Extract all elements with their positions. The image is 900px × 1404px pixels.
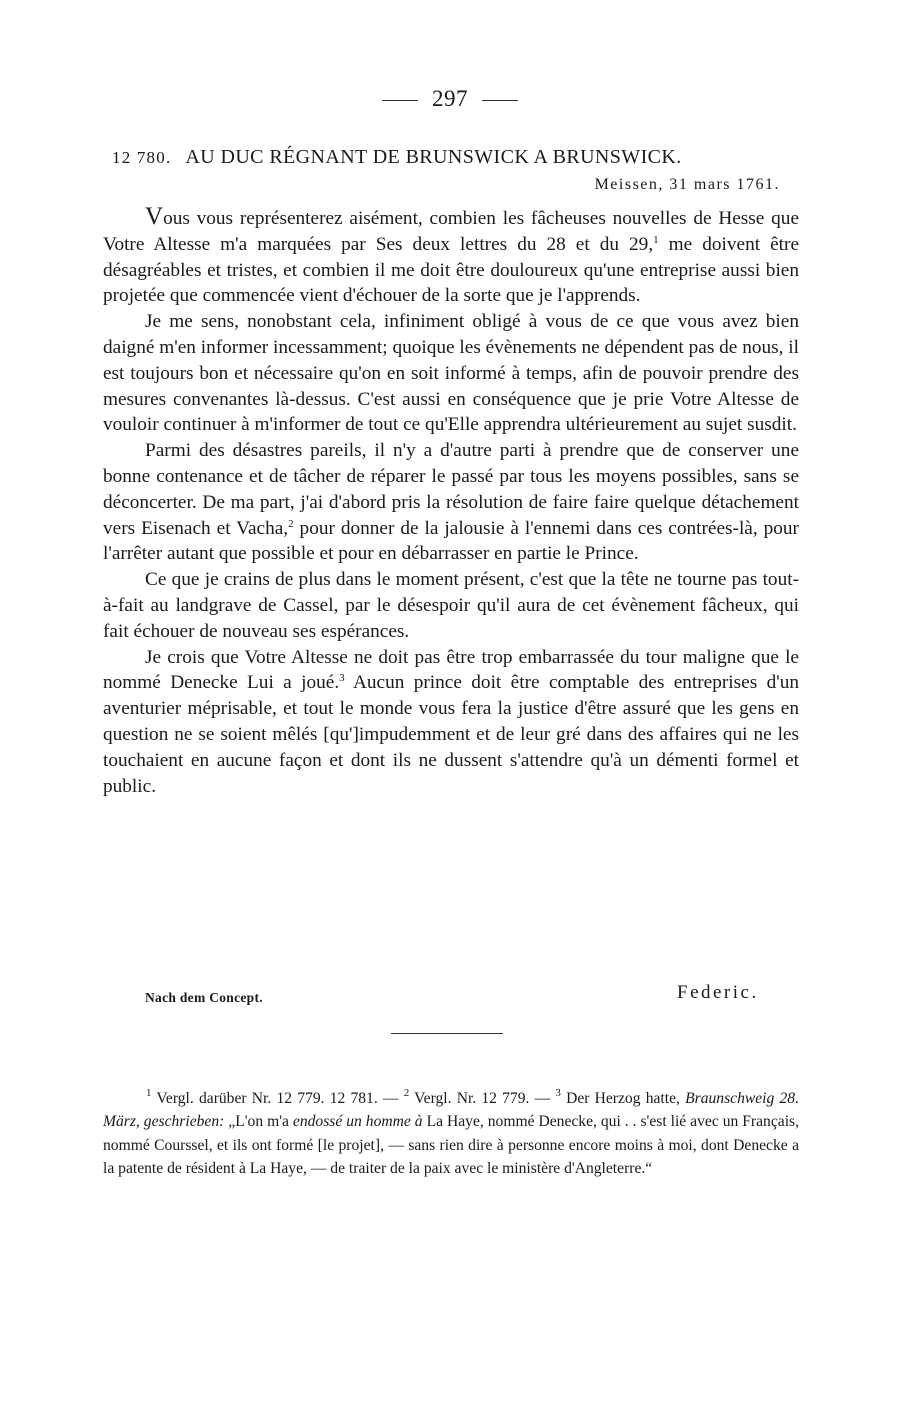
signature: Federic. <box>677 982 759 1003</box>
paragraph-5-text: Je crois que Votre Altesse ne doit pas être trop embarrassée du tour maligne que le nommé Denecke Lui a joué. <box>103 646 799 694</box>
paragraph-1-text: ous vous représenterez aisément, combien les fâcheuses nouvelles de Hesse que Votre Altesse m'a marquées par Ses deux lettres du 28 et du 29, <box>103 208 799 255</box>
letter-number: 12 780. <box>112 148 172 167</box>
paragraph-1 <box>103 204 799 309</box>
footnote-separator <box>391 1033 503 1034</box>
letter-heading <box>112 146 812 169</box>
footnote-ref-1: 1 <box>653 233 659 246</box>
footnote-block <box>103 1087 799 1180</box>
page-number-dash-left <box>382 100 418 101</box>
dateline: Meissen, 31 mars 1761. <box>594 176 780 193</box>
paragraph-3 <box>103 438 799 567</box>
paragraph-3-text: Parmi des désastres pareils, il n'y a d'autre parti à prendre que de conserver une bonne contenance et de tâcher de réparer le passé par tous les moyens possibles, sans se déconcerter. De ma part, j'ai d'abord pris la résolution de faire faire quelque détachement vers Eisenach et Vacha, <box>103 440 799 539</box>
letter-title: AU DUC RÉGNANT DE BRUNSWICK A BRUNSWICK. <box>185 146 682 168</box>
paragraph-3-text-cont: pour donner de la jalousie à l'ennemi dans ces contrées-là, pour l'arrêter autant que possible et pour en débarrasser en partie le Prince. <box>103 517 799 565</box>
footnote-2-mark: 2 <box>403 1087 410 1099</box>
footnote-2-text: Vergl. Nr. 12 779. — <box>409 1090 556 1107</box>
initial-letter: V <box>145 203 164 230</box>
page-number <box>0 86 900 112</box>
letter-body <box>103 204 799 799</box>
paragraph-1-text-cont: me doivent être désagréables et tristes, et combien il me doit être douloureux qu'une entreprise aussi bien projetée que commencée vient d'échouer de la sorte que je l'apprends. <box>103 233 800 307</box>
footnote-3-text: Der Herzog hatte, <box>560 1090 686 1107</box>
paragraph-2: Je me sens, nonobstant cela, infiniment obligé à vous de ce que vous avez bien daigné m'en informer incessamment; quoique les évènements ne dépendent pas de nous, il est toujours bon et nécessaire qu'on en soit informé à temps, afin de pouvoir prendre des mesures convenantes là-dessus. C'est aussi en conséquence que je prie Votre Altesse de vouloir continuer à m'informer de tout ce qu'Elle apprendra ultérieurement au sujet susdit. <box>103 311 799 436</box>
footnote-1-text: Vergl. darüber Nr. 12 779. 12 781. — <box>151 1090 404 1107</box>
footnote-3-quote-open: „L'on m'a <box>224 1113 293 1131</box>
footnote-3-italic: Braunschweig 28. März, geschrieben: <box>103 1090 799 1131</box>
footnote-ref-3: 3 <box>339 672 345 685</box>
paragraph-5-text-cont: Aucun prince doit être comptable des entreprises d'un aventurier méprisable, et tout le monde vous fera la justice d'être assuré que les gens en question ne se soient mêlés [qu']impudemment et de leur gré dans des affaires qui ne les touchaient en aucune façon et dont ils ne dussent s'attendre qu'à un démenti formel et public. <box>103 672 799 797</box>
paragraph-4: Ce que je crains de plus dans le moment présent, c'est que la tête ne tourne pas tout-à-fait au landgrave de Cassel, par le désespoir qu'il aura de cet évènement fâcheux, qui fait échouer de nouveau ses espérances. <box>103 569 799 642</box>
page-number-value: 297 <box>432 86 468 111</box>
footnote-3-mark: 3 <box>555 1087 561 1099</box>
footnote-ref-2: 2 <box>288 517 294 530</box>
paragraph-5 <box>103 645 799 800</box>
footnote-3-quote-rest: La Haye, nommé Denecke, qui . . s'est lié avec un Français, nommé Courssel, et ils ont formé [le projet], — sans rien dire à personne encore moins à moi, dont Denecke a la patente de résident à La Haye, — de traiter de la paix avec le ministère d'Angleterre.“ <box>103 1113 799 1177</box>
source-note: Nach dem Concept. <box>145 990 263 1005</box>
page-number-dash-right <box>482 100 518 101</box>
footnote-3-quote-italic: endossé un homme à <box>292 1113 423 1131</box>
footnotes <box>103 1087 799 1180</box>
footnote-1-mark: 1 <box>146 1087 152 1099</box>
